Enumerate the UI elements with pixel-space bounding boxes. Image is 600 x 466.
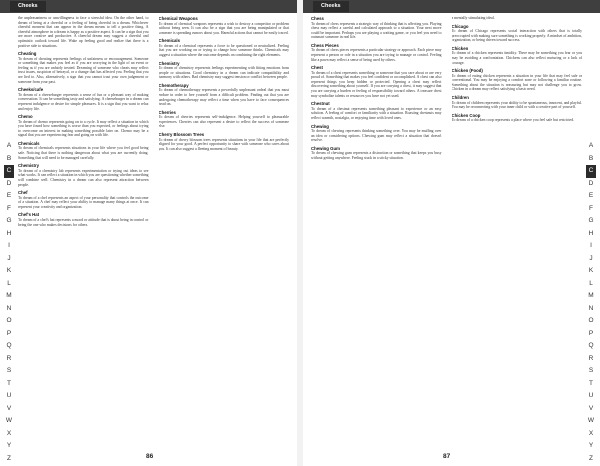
entry-title: Chicken (Food) bbox=[451, 68, 483, 74]
alphabet-tab-u[interactable]: U bbox=[6, 392, 12, 399]
dictionary-entry bbox=[159, 83, 290, 107]
alphabet-tab-n[interactable]: N bbox=[6, 304, 12, 312]
entry-text: To dream of eating chicken represents a situation in your life that may feel safe or conventional. You may be enjoying a comfort zone or following a familiar routine. Something about the situation is reassuring but may not challenge you to grow. Chicken in a dream may reflect satisfying a basic need. bbox=[451, 73, 582, 92]
dictionary-entry bbox=[159, 110, 290, 129]
alphabet-tab-s[interactable]: S bbox=[588, 367, 594, 374]
entry-text: To dream of a cheeseburger represents a sense of fun or a pleasant way of making conversation. It can be something tasty and satisfying. A cheeseburger in a dream can represent indulgence or desire for simple pleasures. It is a sign that you want to relax and enjoy life. bbox=[18, 92, 149, 111]
alphabet-tab-o[interactable]: O bbox=[6, 317, 12, 324]
entry-title: Chemicals bbox=[18, 140, 40, 146]
left-page bbox=[0, 0, 297, 466]
dictionary-entry bbox=[452, 24, 583, 43]
entry-title: Chestnut bbox=[311, 101, 330, 107]
entry-text: To dream of a chestnut represents something pleasant to experience or an easy solution. A feeling of comfort or familiarity with a situation. Roasting chestnuts may reflect warmth, nostalgia, or enjoying time with loved ones. bbox=[311, 106, 442, 120]
alphabet-tab-s[interactable]: S bbox=[6, 367, 12, 374]
alphabet-tab-e[interactable]: E bbox=[588, 192, 594, 199]
dictionary-entry bbox=[452, 68, 583, 92]
right-header-bar bbox=[303, 0, 600, 13]
alphabet-tab-q[interactable]: Q bbox=[6, 342, 12, 349]
alphabet-tab-d[interactable]: D bbox=[588, 179, 594, 187]
entry-text: To dream of cherries represents self-indulgence. Helping yourself to pleasurable experiences. Cherries can also represent a desire to reflect the success of someone else. bbox=[158, 115, 289, 129]
entry-title: Chess bbox=[311, 16, 324, 21]
entry-text: To dream of chess pieces represents a particular strategy or approach. Each piece may represent a person or role in a situation you are trying to manage or control. Feeling like a pawn may reflect a sense of being used by others. bbox=[311, 48, 442, 62]
alphabet-tab-p[interactable]: P bbox=[6, 329, 12, 337]
entry-title: Chemistry bbox=[158, 60, 180, 66]
entry-text: To dream of a chef's hat represents a mood or attitude that is about being in control or being the one who makes decisions for others. bbox=[18, 217, 149, 227]
alphabet-tab-h[interactable]: H bbox=[6, 229, 12, 237]
dictionary-entry bbox=[159, 61, 290, 80]
right-columns bbox=[311, 16, 582, 448]
dictionary-entry bbox=[159, 16, 290, 35]
dictionary-entry bbox=[311, 16, 442, 40]
alphabet-tab-b[interactable]: B bbox=[588, 154, 594, 162]
entry-title: Cheating bbox=[18, 51, 37, 57]
left-alphabet-index bbox=[4, 140, 14, 465]
alphabet-tab-i[interactable]: I bbox=[590, 242, 592, 249]
entry-title: Chemo bbox=[18, 114, 33, 120]
dictionary-entry bbox=[18, 163, 149, 187]
alphabet-tab-z[interactable]: Z bbox=[589, 454, 593, 462]
dictionary-entry bbox=[311, 65, 442, 98]
entry-text: To dream of a chicken coop represents a place where you feel safe but restricted. bbox=[451, 118, 575, 123]
alphabet-tab-i[interactable]: I bbox=[8, 242, 10, 249]
dictionary-entry bbox=[452, 46, 583, 65]
entry-title: Chest bbox=[311, 65, 323, 71]
alphabet-tab-k[interactable]: K bbox=[588, 267, 594, 274]
alphabet-tab-c[interactable]: C bbox=[4, 165, 14, 178]
entry-title: Chemicals bbox=[158, 38, 180, 44]
entry-text: To dream of a chest represents something or someone that you care about or are very proud of. Something that makes you feel confident or accomplished. A chest can also represent things you keep hidden or protected. Opening a chest may reflect discovering something about yourself. If you are carrying a chest, it may suggest that you are carrying a burden or feeling of responsibility toward others. A treasure chest may symbolize talents or resources you have not yet used. bbox=[311, 70, 442, 98]
dictionary-entry bbox=[311, 101, 442, 120]
entry-title: Chicken Coop bbox=[451, 112, 481, 118]
dictionary-entry bbox=[18, 16, 149, 48]
entry-title: Chef's Hat bbox=[18, 212, 40, 218]
alphabet-tab-t[interactable]: T bbox=[7, 379, 11, 387]
entry-text: To dream of chemo represents going on to a cycle. It may reflect a situation in which you have found how something is worse than you expected, or feelings about trying to overcome an interest in making something possible later on. Chemo may be a signal that you are experiencing fear and going on with life. bbox=[18, 119, 149, 138]
entry-title: Cheeks/cafe bbox=[18, 87, 44, 93]
alphabet-tab-g[interactable]: G bbox=[6, 217, 12, 224]
alphabet-tab-h[interactable]: H bbox=[588, 229, 594, 237]
dictionary-entry bbox=[18, 141, 149, 160]
alphabet-tab-k[interactable]: K bbox=[6, 267, 12, 274]
alphabet-tab-a[interactable]: A bbox=[6, 142, 12, 149]
entry-text: To dream of a chemistry lab represents experimentation or trying out ideas to see what works. It can reflect a situation in which you are questioning whether something will combine well. Chemistry in a dream can also represent attraction between people. bbox=[18, 168, 149, 187]
entry-text: To dream of chewing represents thinking something over. You may be mulling over an idea or considering options. Chewing gum may reflect a situation that doesn't resolve. bbox=[311, 129, 442, 143]
alphabet-tab-y[interactable]: Y bbox=[6, 442, 12, 449]
alphabet-tab-w[interactable]: W bbox=[587, 417, 595, 424]
alphabet-tab-f[interactable]: F bbox=[7, 204, 11, 212]
entry-text: To dream of chemical weapons represents a wish to destroy a competitor or problem without being seen. It can also be a sign that you are being manipulated or that someone is spreading rumors about you. Harmful actions that cannot be easily traced. bbox=[158, 21, 289, 35]
alphabet-tab-m[interactable]: M bbox=[588, 292, 594, 299]
right-column-1 bbox=[311, 16, 442, 448]
entry-text: To dream of chemotherapy represents a powerfully unpleasant ordeal that you must endure in order to free yourself from a difficult problem. Finding out that you are undergoing chemotherapy may reflect a time when you have to face consequences head on. bbox=[158, 88, 289, 107]
alphabet-tab-x[interactable]: X bbox=[6, 429, 12, 437]
dictionary-entry bbox=[311, 43, 442, 62]
entry-title: Cherries bbox=[158, 109, 176, 115]
alphabet-tab-a[interactable]: A bbox=[588, 142, 594, 149]
left-header-bar bbox=[0, 0, 297, 13]
dictionary-entry bbox=[18, 190, 149, 209]
entry-text: To dream of chemistry represents feelings experimenting with fitting emotions from people or situations. Good chemistry in a dream can indicate compatibility and harmony with others. Bad chemistry may suggest tension or conflict between people. bbox=[158, 66, 289, 80]
alphabet-tab-q[interactable]: Q bbox=[588, 342, 594, 349]
alphabet-tab-y[interactable]: Y bbox=[588, 442, 594, 449]
entry-text: a mentally stimulating ideal. bbox=[451, 16, 495, 20]
entry-title: Chicken bbox=[451, 45, 469, 51]
entry-text: To dream of chess represents a strategic way of thinking that is affecting you. Playing chess may reflect a careful and calculated approach to a situation. Your next move could be important. Perhaps you are playing a waiting game, or you feel you need to outsmart someone in real life. bbox=[311, 21, 442, 40]
alphabet-tab-x[interactable]: X bbox=[588, 429, 594, 437]
entry-title: Cherry Blossom Trees bbox=[158, 132, 205, 137]
right-page bbox=[303, 0, 600, 466]
entry-title: Chess Pieces bbox=[311, 42, 339, 48]
alphabet-tab-o[interactable]: O bbox=[588, 317, 594, 324]
dictionary-entry bbox=[159, 38, 290, 57]
right-alphabet-index bbox=[586, 140, 596, 465]
alphabet-tab-p[interactable]: P bbox=[588, 329, 594, 337]
entry-title: Chef bbox=[18, 190, 28, 196]
dictionary-entry bbox=[18, 114, 149, 138]
entry-text: To dream of chemicals represents situations in your life where you feel good being safe. Noticing that there is nothing dangerous about what you are currently doing. Something that will need to be managed carefully. bbox=[18, 146, 149, 160]
left-page-number: 86 bbox=[146, 453, 154, 460]
entry-title: Chemical Weapons bbox=[158, 16, 198, 21]
alphabet-tab-l[interactable]: L bbox=[589, 279, 593, 287]
alphabet-tab-t[interactable]: T bbox=[589, 379, 593, 387]
alphabet-tab-n[interactable]: N bbox=[588, 304, 594, 312]
dictionary-entry bbox=[452, 113, 583, 123]
alphabet-tab-j[interactable]: J bbox=[589, 254, 593, 262]
entry-text: To dream of cheating represents feelings of unfairness or encouragement. Someone or something that makes you feel as if you are worrying in the light of an event or feeling as if you are unfairly treated. Dreaming of someone who cheats may reflect trust issues, suspicion of betrayal, or a change that has affected you. Feeling that you are lied to. Also, alternatively, a sign that you cannot trust your own judgement or someone from your past. bbox=[18, 56, 149, 84]
alphabet-tab-e[interactable]: E bbox=[6, 192, 12, 199]
right-running-head: Cheeks bbox=[313, 1, 349, 12]
right-column-2 bbox=[452, 16, 583, 448]
entry-text: To dream of cherry blossom trees represents situations in your life that are perfectly aligned for your good. A perfect opportunity to share with someone who cares about you. It can also suggest a fleeting moment of beauty. bbox=[158, 137, 289, 151]
entry-text: To dream of a chemical represents a force to be questioned or neutralized. Feeling that you are working on or trying to change how someone thinks. Chemicals may suggest a situation where the outcome depends on combining the right elements. bbox=[158, 43, 289, 57]
entry-text: To dream of Chicago represents social interaction with others that is totally preoccupied with making sure something is working properly. A mindset of ambition, organization, or being driven toward success. bbox=[451, 29, 582, 43]
entry-title: Chemotherapy bbox=[158, 82, 189, 88]
alphabet-tab-r[interactable]: R bbox=[6, 354, 12, 362]
dictionary-entry bbox=[18, 87, 149, 111]
alphabet-tab-f[interactable]: F bbox=[589, 204, 593, 212]
alphabet-tab-m[interactable]: M bbox=[6, 292, 12, 299]
dictionary-entry bbox=[18, 212, 149, 227]
alphabet-tab-z[interactable]: Z bbox=[7, 454, 11, 462]
entry-text: To dream of children represents your ability to be spontaneous, innocent, and playful. You may be reconnecting with your inner child or with a creative part of yourself. bbox=[451, 100, 582, 110]
alphabet-tab-b[interactable]: B bbox=[6, 154, 12, 162]
entry-title: Chewing Gum bbox=[311, 145, 340, 151]
left-column-1 bbox=[18, 16, 149, 448]
entry-title: Chemistry bbox=[18, 163, 40, 169]
entry-title: Chicago bbox=[451, 23, 469, 29]
dictionary-entry bbox=[452, 95, 583, 110]
alphabet-tab-v[interactable]: V bbox=[588, 404, 594, 412]
alphabet-tab-j[interactable]: J bbox=[7, 254, 11, 262]
dictionary-entry bbox=[452, 16, 583, 21]
left-running-head: Cheeks bbox=[10, 1, 46, 12]
alphabet-tab-c[interactable]: C bbox=[586, 165, 596, 178]
alphabet-tab-l[interactable]: L bbox=[7, 279, 11, 287]
left-columns bbox=[18, 16, 289, 448]
entry-text: To dream of a chef represents an aspect of your personality that controls the outcome of a situation. A chef may reflect your ability to manage many things at once. It can represent your creativity and organization. bbox=[18, 195, 149, 209]
entry-text: To dream of chewing gum represents a distraction or something that keeps you busy without getting anywhere. Feeling stuck in a sticky situation. bbox=[311, 151, 442, 160]
dictionary-entry bbox=[311, 146, 442, 161]
dictionary-entry bbox=[311, 124, 442, 143]
alphabet-tab-w[interactable]: W bbox=[5, 417, 13, 424]
entry-title: Chewing bbox=[311, 123, 329, 129]
dictionary-entry bbox=[159, 132, 290, 151]
dictionary-entry bbox=[18, 51, 149, 84]
alphabet-tab-d[interactable]: D bbox=[6, 179, 12, 187]
entry-title: Children bbox=[451, 95, 469, 101]
right-page-number: 87 bbox=[443, 453, 451, 460]
alphabet-tab-u[interactable]: U bbox=[588, 392, 594, 399]
alphabet-tab-v[interactable]: V bbox=[6, 404, 12, 412]
entry-text: the unpleasantness or unwillingness to face a stressful idea. On the other hand, to dream of being at a cheerful or a feeling of being cheerful in a dream. Whichever cheerful moment that can appear in the dream means to tell a positive thing. A cheerful atmosphere in a dream is happy as a positive aspect. It can be a sign that you are more creative and productive. A cheerful dream may suggest a cheerful and optimistic outlook toward life. Wake up feeling good and realize that there is a positive side to situations. bbox=[18, 16, 149, 48]
alphabet-tab-r[interactable]: R bbox=[588, 354, 594, 362]
left-column-2 bbox=[159, 16, 290, 448]
entry-text: To dream of a chicken represents timidity. There may be something you fear or you may be avoiding a confrontation. Chickens can also reflect nurturing or a lack of courage. bbox=[451, 51, 582, 65]
alphabet-tab-g[interactable]: G bbox=[588, 217, 594, 224]
